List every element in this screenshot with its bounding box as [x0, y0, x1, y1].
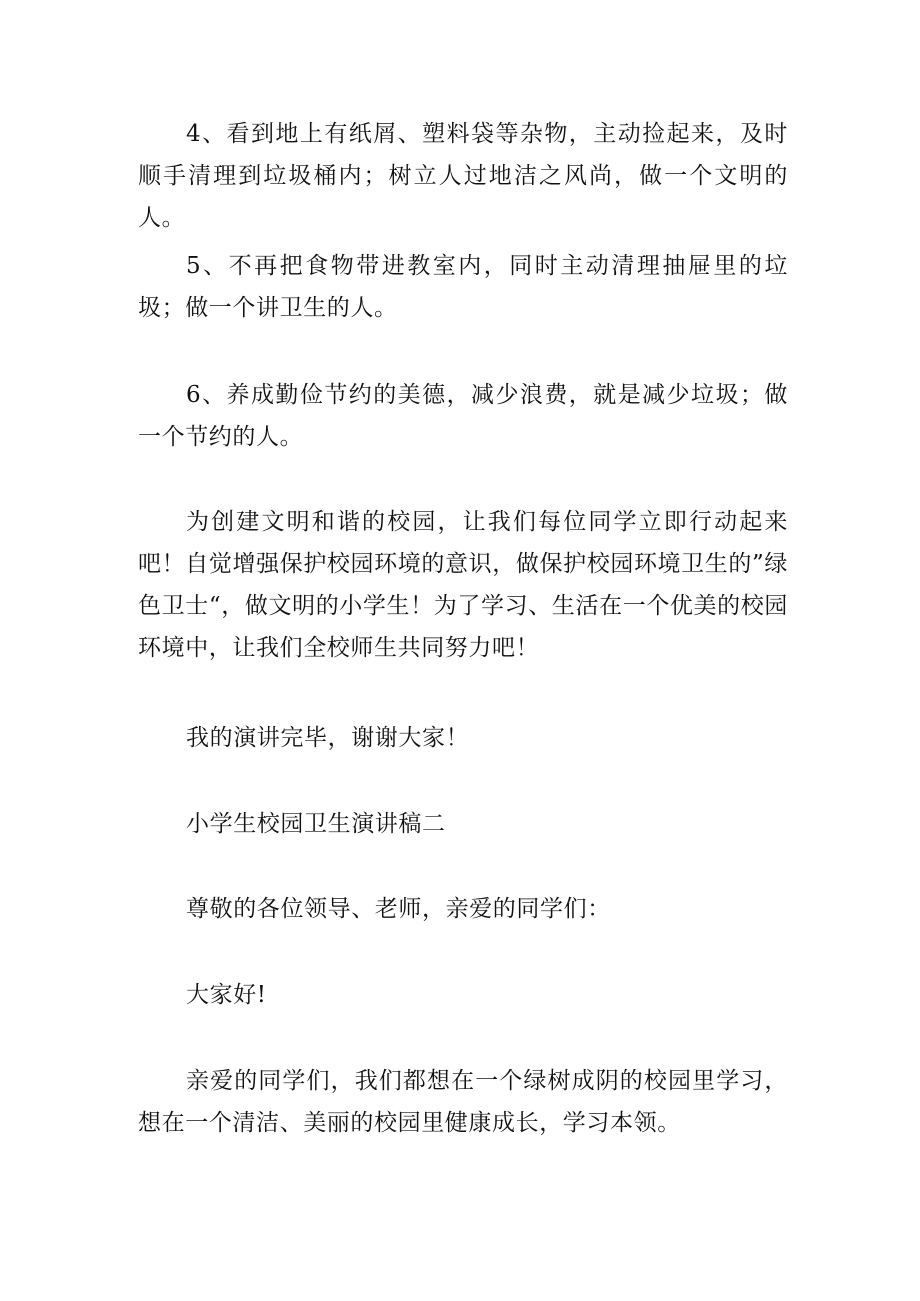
- paragraph-item-4: 4、看到地上有纸屑、塑料袋等杂物，主动捡起来，及时顺手清理到垃圾桶内；树立人过地洁之风尚，做一个文明的人。: [138, 121, 788, 231]
- paragraph-closing: 我的演讲完毕，谢谢大家！: [186, 725, 470, 751]
- paragraph-salutation: 尊敬的各位领导、老师，亲爱的同学们：: [186, 896, 611, 922]
- paragraph-greeting: 大家好!: [186, 982, 267, 1008]
- section-title: 小学生校园卫生演讲稿二: [186, 811, 446, 837]
- paragraph-intro: 亲爱的同学们，我们都想在一个绿树成阴的校园里学习，想在一个清洁、美丽的校园里健康成长，学习本领。: [138, 1068, 788, 1136]
- paragraph-item-5: 5、不再把食物带进教室内，同时主动清理抽屉里的垃圾；做一个讲卫生的人。: [138, 253, 788, 321]
- paragraph-call-to-action: 为创建文明和谐的校园，让我们每位同学立即行动起来吧！自觉增强保护校园环境的意识，做保护校园环境卫生的”绿色卫士“，做文明的小学生！为了学习、生活在一个优美的校园环境中，让我们全校师生共同努力吧！: [138, 509, 788, 661]
- paragraph-item-6: 6、养成勤俭节约的美德，减少浪费，就是减少垃圾；做一个节约的人。: [138, 382, 788, 450]
